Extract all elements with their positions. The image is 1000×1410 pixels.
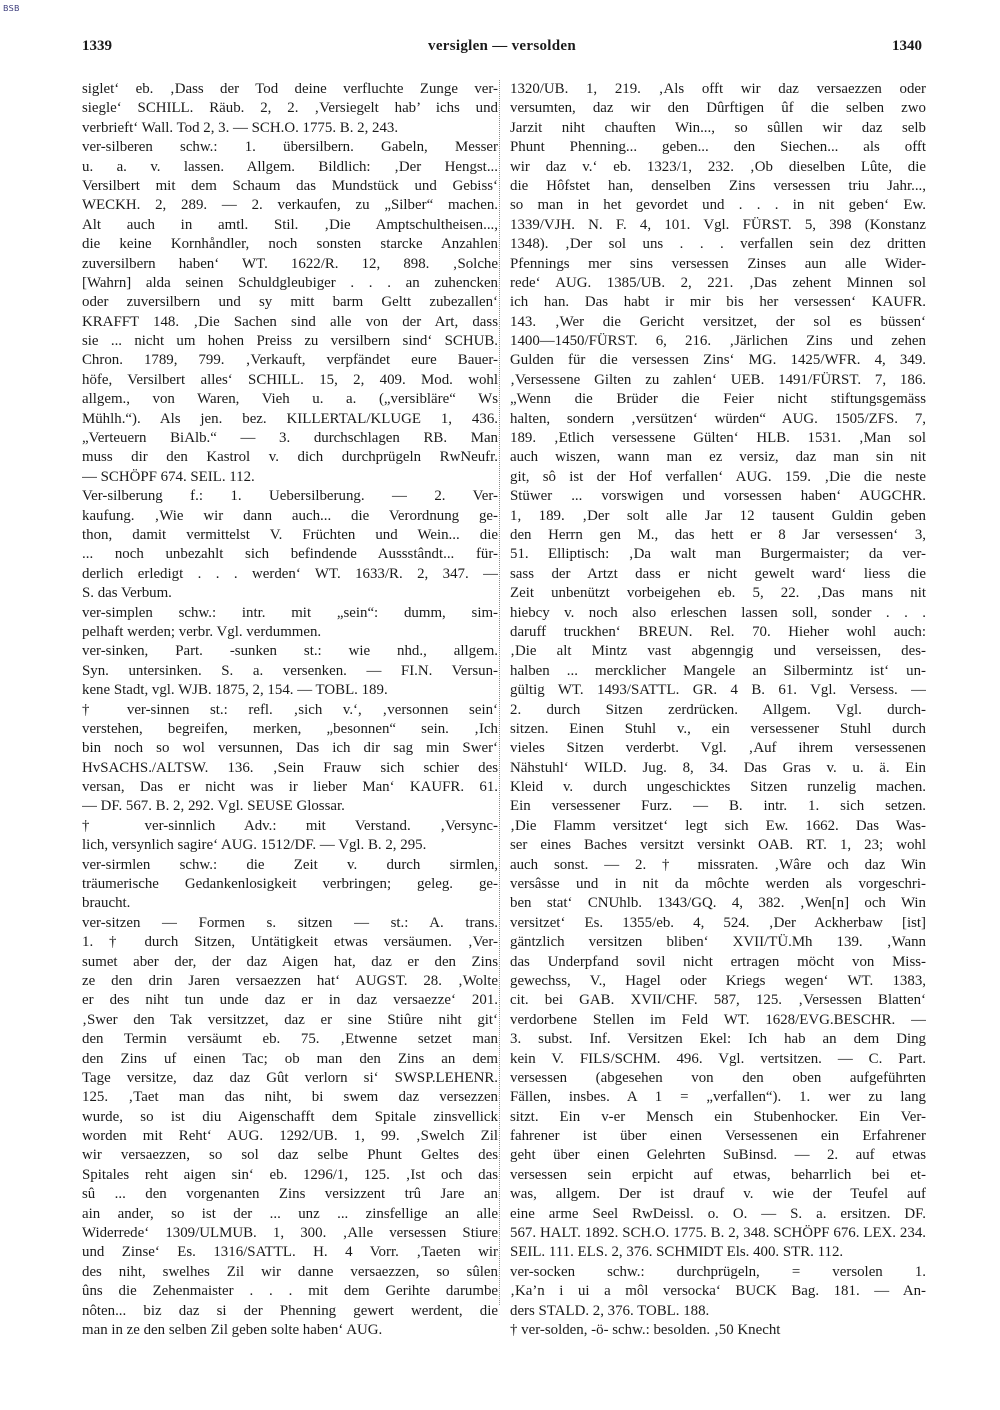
text-line: und Zinse‘ Es. 1316/SATTL. H. 4 Vorr. ‚Taeten wir <box>82 1244 498 1261</box>
text-line: ver-sitzen — Formen s. sitzen — st.: A. trans. <box>82 914 498 931</box>
text-line: bin noch so wol versunnen, Das ich dir sag min Swer‘ <box>82 740 498 757</box>
text-line: ‚Die Flamm versitzet‘ legt sich Ew. 1662. Das Was- <box>510 817 926 834</box>
text-line: den Termin versäumt eb. 75. ‚Etwenne setzet man <box>82 1031 498 1048</box>
library-watermark: BSB <box>3 4 20 13</box>
text-line: 143. ‚Wer die Gericht versitzet, der sol es büssen‘ <box>510 313 926 330</box>
text-line: SEIL. 111. ELS. 2, 376. SCHMIDT Els. 400. STR. 112. <box>510 1244 844 1261</box>
text-line: kein V. FILS/SCHM. 496. Vgl. vertsitzen. — C. Part. <box>510 1050 926 1067</box>
text-line: Versilbert mit dem Schaum das Mundstück und Gebiss‘ <box>82 177 498 194</box>
text-line: den Zins uf einen Tac; ob man den Zins an dem <box>82 1050 498 1067</box>
text-line: Phunt Phenning... geben... den Siechen... als offt <box>510 139 926 156</box>
text-line: die keine Kornhåndler, noch sonsten starcke Anzahlen <box>82 236 498 253</box>
text-line: versessen sein erpicht auf etwas, beharrlich bei et- <box>510 1166 926 1183</box>
text-line: Tage versitze, daz daz Gût verlorn si‘ SWSP.LEHENR. <box>82 1069 498 1086</box>
text-line: lich, versynlich sagire‘ AUG. 1512/DF. — Vgl. B. 2, 295. <box>82 837 427 854</box>
text-line: sie ... nicht um hohen Preiss zu versilbern sind‘ SCHUB. <box>82 333 498 350</box>
text-line: † ver-sinnlich Adv.: mit Verstand. ‚Versync- <box>82 817 498 834</box>
text-line: ver-sinken, Part. -sunken st.: wie nhd., allgem. <box>82 643 498 660</box>
text-line: ben stat‘ CNUhlb. 1343/GQ. 4, 382. ‚Wen[n] och Win <box>510 895 926 912</box>
text-line: sass der Artzt dass er nicht gewelt ward‘ liess die <box>510 565 926 582</box>
text-line: braucht. <box>82 895 131 912</box>
text-line: Syn. untersinken. S. a. versenken. — FI.N. Versun- <box>82 662 498 679</box>
text-line: versan, Das er nicht was ir lieber Man‘ KAUFR. 61. <box>82 779 498 796</box>
text-line: zuversilbern haben‘ WT. 1622/R. 12, 898. ‚Solche <box>82 255 498 272</box>
text-line: 1320/UB. 1, 219. ‚Als offt wir daz versaezzen oder <box>510 81 926 97</box>
text-line: verbrieft‘ Wall. Tod 2, 3. — SCH.O. 1775. B. 2, 243. <box>82 119 399 136</box>
text-line: wir daz v.‘ eb. 1323/1, 232. ‚Ob dieselben Lûte, die <box>510 158 926 175</box>
text-line: Kleid v. durch ungeschicktes Sitzen runzelig machen. <box>510 779 926 796</box>
text-line: 189. ‚Etlich versessene Gülten‘ HLB. 1531. ‚Man sol <box>510 430 926 447</box>
text-line: ‚Swer den Tak versitzzet, daz er sine Stiûre niht git‘ <box>82 1011 498 1028</box>
text-line: ver-sirmlen schw.: die Zeit v. durch sirmlen, <box>82 856 498 873</box>
text-line: Zeit unbenützt vorbeigehen eb. 5, 22. ‚Das mans nit <box>510 585 926 602</box>
text-line: so man in het gevordet und . . . in nit geben‘ Ew. <box>510 197 926 214</box>
text-line: sitzen. Einen Stuhl v., ein versessener Stuhl durch <box>510 720 926 737</box>
text-line: Spitales reht aigen sin‘ eb. 1296/1, 125. ‚Ist och das <box>82 1166 498 1183</box>
text-line: eine arme Seel RwDeissl. o. O. — S. a. ersitzen. DF. <box>510 1205 926 1222</box>
text-line: nôten... biz daz si der Phenning gewert werdent, die <box>82 1302 498 1319</box>
text-line: ser eines Baches versitzt versinkt OAB. RT. 1, 23; wohl <box>510 837 926 854</box>
text-line: 1400—1450/FÜRST. 6, 216. ‚Järlichen Zins und zehen <box>510 333 926 350</box>
text-line: die Hôfstet han, denselben Zins versessen triu Jahr..., <box>510 177 926 194</box>
text-line: siglet‘ eb. ‚Dass der Tod deine verfluchte Zunge ver- <box>82 81 498 97</box>
text-line: 1. † durch Sitzen, Untätigkeit etwas versäumen. ‚Ver- <box>82 934 498 951</box>
text-line: 1339/VJH. N. F. 4, 101. Vgl. FÜRST. 5, 398 (Konstanz <box>510 216 926 233</box>
text-line: verstehen, begreifen, merken, „besonnen“ sein. ‚Ich <box>82 720 498 737</box>
text-line: allgem., von Waren, Vieh u. a. („versibläre“ Ws <box>82 391 498 408</box>
text-line: Chron. 1789, 799. ‚Verkauft, verpfändet eure Bauer- <box>82 352 498 369</box>
text-line: was, allgem. Der ist drauf v. wie der Teufel auf <box>510 1186 926 1203</box>
text-line: Gulden für die versessen Zins‘ MG. 1425/WFR. 4, 349. <box>510 352 926 369</box>
text-line: des niht, swelhes Zil wir danne versaezzen, so sûlen <box>82 1263 498 1280</box>
text-line: Alt auch in amtl. Stil. ‚Die Amptschultheisen..., <box>82 216 498 233</box>
page-number-left: 1339 <box>82 38 112 54</box>
text-line: versâsse und in nit da môchte werden als vorgeschri- <box>510 876 926 893</box>
text-line: WECKH. 2, 289. — 2. verkaufen, zu „Silber“ machen. <box>82 197 498 214</box>
running-title: versiglen — versolden <box>428 38 576 54</box>
text-line: man in ze den selben Zil geben solte haben‘ AUG. <box>82 1322 383 1338</box>
text-line: S. das Verbum. <box>82 585 172 602</box>
text-line: † ver-sinnen st.: refl. ‚sich v.‘, ‚versonnen sein‘ <box>82 701 498 718</box>
text-line: 1348). ‚Der sol uns . . . verfallen sein dez dritten <box>510 236 926 253</box>
text-line: gewechss, V., Hagel oder Kriegs wegen‘ WT. 1383, <box>510 972 926 989</box>
text-line: daruff truckhen‘ BREUN. Rel. 70. Hieher wohl auch: <box>510 623 926 640</box>
text-line: thon, damit vermittelst V. Früchten und Wein... die <box>82 526 498 543</box>
text-line: Widerrede‘ 1309/ULMUB. 1, 300. ‚Alle versessen Stiure <box>82 1225 498 1242</box>
text-line: das Underpfand sovil nicht ertragen möcht von Miss- <box>510 953 926 970</box>
text-line: [Wahrn] alda seinen Schuldgleubiger . . . an zuhencken <box>82 274 498 291</box>
text-line: ain ander, so ist der ... unz ... zinsfellige an alle <box>82 1205 498 1222</box>
text-line: — DF. 567. B. 2, 292. Vgl. SEUSE Glossar. <box>82 798 345 815</box>
text-line: Stüwer ... vorswigen und vorsessen haben‘ AUGCHR. <box>510 488 926 505</box>
text-line: Ein versessener Furz. — B. intr. 1. sich setzen. <box>510 798 926 815</box>
text-line: ... noch unbezahlt sich befindende Aussstândt... für- <box>82 546 498 563</box>
text-line: cit. bei GAB. XVII/CHF. 587, 125. ‚Versessen Blatten‘ <box>510 992 926 1009</box>
text-line: träumerische Gedankenlosigkeit verbringen; geleg. ge- <box>82 876 498 893</box>
text-line: geht über einen Gelehrten SuBinsd. — 2. auf etwas <box>510 1147 926 1164</box>
text-line: oder zuversilbern und sy mitt barm Geltt zubezallen‘ <box>82 294 498 311</box>
text-line: ‚Versessene Gilten zu zahlen‘ UEB. 1491/FÜRST. 7, 186. <box>510 371 926 388</box>
text-line: höfe, Versilbert alles‘ SCHILL. 15, 2, 409. Mod. wohl <box>82 371 498 388</box>
text-line: ver-socken schw.: durchprügeln, = versolen 1. <box>510 1263 926 1280</box>
text-line: kene Stadt, vgl. WJB. 1875, 2, 154. — TOBL. 189. <box>82 682 388 699</box>
text-line: ‚Ka’n i ui a môl versocka‘ BUCK Bag. 181. — An- <box>510 1283 926 1300</box>
page-header <box>82 38 922 60</box>
text-line: 125. ‚Taet man das niht, bi swem daz versezzen <box>82 1089 498 1106</box>
text-line: ver-simplen schw.: intr. mit „sein“: dumm, sim- <box>82 604 498 621</box>
text-line: hiebcy v. noch also erleschen lassen soll, sonder . . . <box>510 604 926 621</box>
text-line: HvSACHS./ALTSW. 136. ‚Sein Frauw sich schier des <box>82 759 498 776</box>
text-line: halben ... mercklicher Mangele an Silbermintz ist‘ un- <box>510 662 926 679</box>
text-line: „Wenn die Brüder die Feier nicht stiftungsgemäss <box>510 391 926 408</box>
text-line: verdorbene Stellen im Feld WT. 1628/EVG.BESCHR. — <box>510 1011 926 1028</box>
text-line: wurde, so ist diu Aigenschafft dem Spitale zinsvellick <box>82 1108 498 1125</box>
text-line: muss dir den Kastrol v. dich durchprügeln RwNeufr. <box>82 449 498 466</box>
text-line: sitzt. Ein v-er Mensch ein Stubenhocker. Ein Ver- <box>510 1108 926 1125</box>
text-line: 3. subst. Inf. Versitzen Ekel: Ich hab an dem Ding <box>510 1031 926 1048</box>
text-line: versumten, daz wir den Dûrftigen ûf die selben zwo <box>510 100 926 117</box>
text-line: derlich erledigt . . . werden‘ WT. 1633/R. 2, 347. — <box>82 565 498 582</box>
column-divider <box>499 80 500 1305</box>
text-line: ze den drin Jaren versaezzen hat‘ AUGST. 28. ‚Wolte <box>82 972 498 989</box>
text-line: rede‘ AUG. 1385/UB. 2, 221. ‚Das zehent Minnen sol <box>510 274 926 291</box>
text-line: u. a. v. lassen. Allgem. Bildlich: ‚Der Hengst... <box>82 158 498 175</box>
text-line: ders STALD. 2, 376. TOBL. 188. <box>510 1302 710 1319</box>
right-column <box>510 80 926 1340</box>
text-line: Ver-silberung f.: 1. Uebersilberung. — 2. Ver- <box>82 488 498 505</box>
text-line: sû ... den vorgenanten Zins versizzent trû Jare an <box>82 1186 498 1203</box>
text-line: ‚Die alt Mintz vast abgenngig und verseissen, des- <box>510 643 926 660</box>
text-line: pelhaft werden; verbr. Vgl. verdummen. <box>82 623 322 640</box>
text-line: git, sô ist der Hof verfallen‘ AUG. 159. ‚Die die neste <box>510 468 926 485</box>
text-line: 51. Elliptisch: ‚Da walt man Burgermaister; da ver- <box>510 546 926 563</box>
text-line: „Verteuern BiAlb.“ — 3. durchschlagen RB. Man <box>82 430 498 447</box>
text-line: Nähstuhl‘ WILD. Jug. 8, 34. Das Gras v. u. ä. Ein <box>510 759 926 776</box>
text-line: auch wiszen, wann man ez versiz, daz man sin nit <box>510 449 926 466</box>
text-line: ver-silberen schw.: 1. übersilbern. Gabeln, Messer <box>82 139 498 156</box>
text-line: Pfennings mer sins versessen Zinses aun alle Wider- <box>510 255 926 272</box>
text-line: 2. durch Sitzen zerdrücken. Allgem. Vgl. durch- <box>510 701 926 718</box>
text-line: 1, 189. ‚Der solt alle Jar 12 tausent Guldin geben <box>510 507 926 524</box>
text-line: halten, sondern ‚versützen‘ würden“ AUG. 1505/ZFS. 7, <box>510 410 926 427</box>
text-line: 567. HALT. 1892. SCH.O. 1775. B. 2, 348. SCHÖPF 676. LEX. 234. <box>510 1225 926 1242</box>
page-number-right: 1340 <box>892 38 922 54</box>
text-line: ich han. Das habt ir mir bis her versessen‘ KAUFR. <box>510 294 926 311</box>
text-line: gäntzlich versitzen bliben‘ XVII/TÜ.Mh 139. ‚Wann <box>510 934 926 951</box>
text-line: sumet aber der, der daz Aigen hat, daz er den Zins <box>82 953 498 970</box>
text-line: gültig WT. 1493/SATTL. GR. 4 B. 61. Vgl. Versess. — <box>510 682 926 699</box>
text-line: Mühlh.“). Als jen. bez. KILLERTAL/KLUGE 1, 436. <box>82 410 498 427</box>
text-line: † ver-solden, -ö- schw.: besolden. ‚50 Knecht <box>510 1322 781 1338</box>
text-line: er des niht tun unde daz er in daz versaezze‘ 201. <box>82 992 498 1009</box>
text-line: KRAFFT 148. ‚Die Sachen sind alle von der Art, dass <box>82 313 498 330</box>
text-line: versitzet‘ Es. 1355/eb. 4, 524. ‚Der Ackherbaw [ist] <box>510 914 926 931</box>
text-line: Fällen, insbes. A 1 = „verfallen“). 1. wer zu lang <box>510 1089 926 1106</box>
text-line: — SCHÖPF 674. SEIL. 112. <box>82 468 255 485</box>
text-line: worden mit Reht‘ AUG. 1292/UB. 1, 99. ‚Swelch Zil <box>82 1128 498 1145</box>
text-line: versessen (abgesehen von den oben aufgeführten <box>510 1069 926 1086</box>
text-line: wir versaezzen, so sol daz selbe Phunt Geltes des <box>82 1147 498 1164</box>
text-line: siegle‘ SCHILL. Räub. 2, 2. ‚Versiegelt hab’ ichs und <box>82 100 498 117</box>
text-line: fahrener ist über einen Versessenen ein Erfahrener <box>510 1128 926 1145</box>
text-line: kaufung. ‚Wie wir dann auch... die Verordnung ge- <box>82 507 498 524</box>
text-line: Jarzit niht chauften Win..., so sûllen wir daz selb <box>510 119 926 136</box>
text-line: ûns die Zehenmaister . . . mit dem Gerihte darumbe <box>82 1283 498 1300</box>
text-line: den Herrn gen M., das hett er 8 Jar versessen‘ 3, <box>510 526 926 543</box>
text-line: vieles Sitzen verderbt. Vgl. ‚Auf ihrem versessenen <box>510 740 926 757</box>
left-column <box>82 80 498 1340</box>
text-line: auch sonst. — 2. † missraten. ‚Wâre och daz Win <box>510 856 926 873</box>
